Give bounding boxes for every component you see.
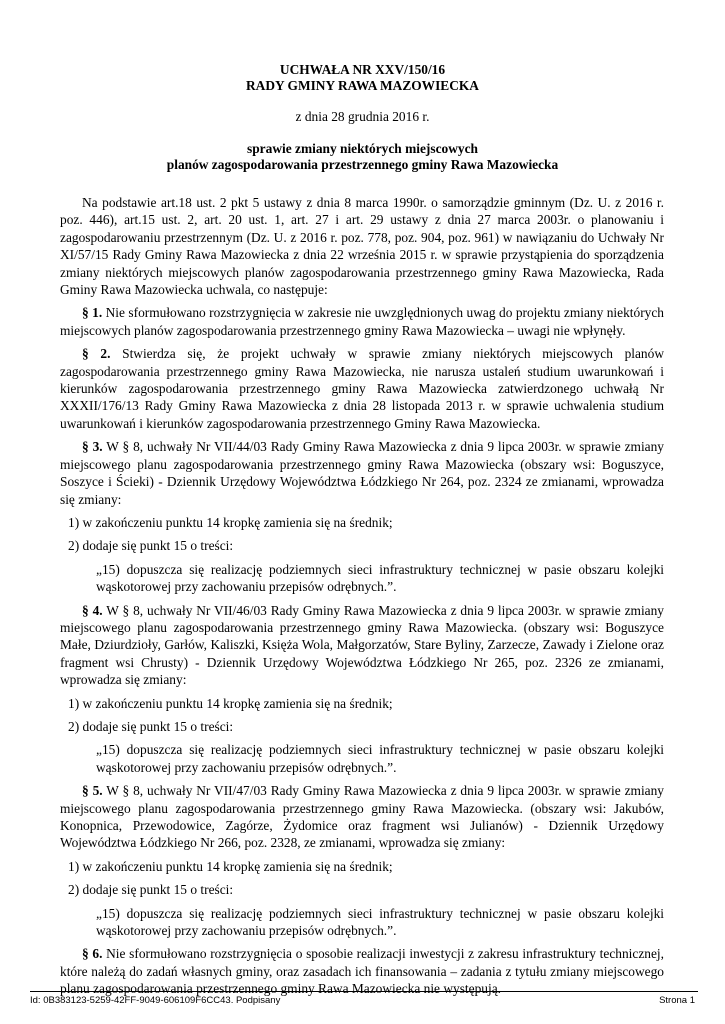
- section-3-text: W § 8, uchwały Nr VII/44/03 Rady Gminy Rawa Mazowiecka z dnia 9 lipca 2003r. w sprawie zmiany miejscowego planu zagospodarowania przestrzennego gminy Rawa Mazowiecka (obszary wsi: Boguszyce, Soszyce i Ścieki) - Dziennik Urzędowy Województwa Łódzkiego Nr 264, poz. 2324 ze zmianami, wprowadza się zmiany:: [60, 439, 665, 507]
- document-id: Id: 0B383123-5259-42FF-9049-606109F6CC43. Podpisany: [30, 995, 281, 1006]
- section-5-text: W § 8, uchwały Nr VII/47/03 Rady Gminy Rawa Mazowiecka z dnia 9 lipca 2003r. w sprawie zmiany miejscowego planu zagospodarowania przestrzennego gminy Rawa Mazowiecka. (obszary wsi: Jakubów, Konopnica, Przewodowice, Zagórze, Żydomice oraz fragment wsi Julianów) - Dziennik Urzędowy Województwa Łódzkiego Nr 266, poz. 2328, ze zmianami, wprowadza się zmiany:: [60, 783, 665, 851]
- resolution-date: z dnia 28 grudnia 2016 r.: [295, 109, 430, 124]
- section-1-text: Nie sformułowano rozstrzygnięcia w zakresie nie uwzględnionych uwag do projektu zmiany niektórych miejscowych planów zagospodarowania przestrzennego gminy Rawa Mazowiecka – uwagi nie wpłynęły.: [60, 305, 664, 338]
- section-3-label: § 3.: [82, 439, 103, 455]
- resolution-title: [0, 62, 725, 94]
- section-2-label: § 2.: [82, 346, 111, 362]
- section-5-quote: „15) dopuszcza się realizację podziemnych sieci infrastruktury technicznej w pasie obszaru kolejki wąskotorowej przy zachowaniu przepisów odrębnych.”.: [96, 905, 664, 939]
- preamble: Na podstawie art.18 ust. 2 pkt 5 ustawy z dnia 8 marca 1990r. o samorządzie gminnym (Dz. U. z 2016 r. poz. 446), art.15 ust. 2, art. 20 ust. 1, art. 27 i art. 29 ustawy z dnia 27 marca 2003r. o planowaniu i zagospodarowaniu przestrzennym (Dz. U. z 2016 r. poz. 778, poz. 904, poz. 961) w nawiązaniu do Uchwały Nr XI/57/15 Rady Gminy Rawa Mazowiecka z dnia 22 września 2015 r. w sprawie przystąpienia do sporządzenia zmiany niektórych miejscowych planów zagospodarowania przestrzennego gminy Rawa Mazowiecka, Rada Gminy Rawa Mazowiecka uchwala, co następuje:: [60, 195, 664, 298]
- section-5: [60, 782, 664, 852]
- section-6: [60, 945, 664, 997]
- section-6-text: Nie sformułowano rozstrzygnięcia o sposobie realizacji inwestycji z zakresu infrastruktury technicznej, które należą do zadań własnych gminy, oraz zasadach ich finansowania – zadania z tytułu zmiany miejscowego planu zagospodarowania przestrzennego gminy Rawa Mazowiecka nie występują.: [60, 946, 664, 997]
- section-1-label: § 1.: [82, 305, 103, 321]
- title-line-1: UCHWAŁA NR XXV/150/16: [279, 62, 446, 77]
- section-5-change-1: 1) w zakończeniu punktu 14 kropkę zamienia się na średnik;: [68, 858, 393, 874]
- section-4-label: § 4.: [82, 602, 103, 618]
- section-3-change-2: 2) dodaje się punkt 15 o treści:: [68, 538, 234, 554]
- page-number: Strona 1: [659, 995, 695, 1006]
- section-3: [60, 438, 664, 508]
- section-4-quote: „15) dopuszcza się realizację podziemnych sieci infrastruktury technicznej w pasie obszaru kolejki wąskotorowej przy zachowaniu przepisów odrębnych.”.: [96, 742, 664, 775]
- section-4-text: W § 8, uchwały Nr VII/46/03 Rady Gminy Rawa Mazowiecka z dnia 9 lipca 2003r. w sprawie zmiany miejscowego planu zagospodarowania przestrzennego gminy Rawa Mazowiecka. (obszary wsi: Boguszyce Małe, Dziurdzioły, Garłów, Kaliszki, Księża Wola, Małgorzatów, Stare Byliny, Zarzecze, Zawady i Zielone oraz fragment wsi Chrusty) - Dziennik Urzędowy Województwa Łódzkiego Nr 265, poz. 2326 ze zmianami, wprowadza się zmiany:: [60, 602, 665, 688]
- section-5-label: § 5.: [82, 783, 103, 799]
- title-line-2: RADY GMINY RAWA MAZOWIECKA: [246, 78, 479, 93]
- section-2-text: Stwierdza się, że projekt uchwały w sprawie zmiany niektórych miejscowych planów zagospodarowania przestrzennego gminy Rawa Mazowiecka, nie narusza ustaleń studium uwarunkowań i kierunków zagospodarowania przestrzennego gminy Rawa Mazowiecka zatwierdzonego uchwałą Nr XXXII/176/13 Rady Gminy Rawa Mazowiecka z dnia 28 listopada 2013 r. w sprawie uchwalenia studium uwarunkowań i kierunków zagospodarowania przestrzennego Gminy Rawa Mazowiecka.: [60, 346, 664, 431]
- document-body: [60, 194, 664, 998]
- section-4: [60, 602, 664, 689]
- section-4-change-2: 2) dodaje się punkt 15 o treści:: [68, 718, 234, 734]
- section-3-change-1: 1) w zakończeniu punktu 14 kropkę zamienia się na średnik;: [68, 514, 393, 530]
- section-4-change-1: 1) w zakończeniu punktu 14 kropkę zamienia się na średnik;: [68, 695, 393, 711]
- subject-line-1: sprawie zmiany niektórych miejscowych: [247, 141, 478, 156]
- section-3-quote: „15) dopuszcza się realizację podziemnych sieci infrastruktury technicznej w pasie obszaru kolejki wąskotorowej przy zachowaniu przepisów odrębnych.”.: [96, 561, 664, 595]
- resolution-subject: [0, 141, 725, 173]
- section-5-change-2: 2) dodaje się punkt 15 o treści:: [68, 882, 234, 898]
- section-1: [60, 304, 664, 339]
- section-6-label: § 6.: [82, 946, 103, 962]
- footer-divider: [30, 991, 698, 992]
- section-2: [60, 345, 664, 432]
- subject-line-2: planów zagospodarowania przestrzennego gminy Rawa Mazowiecka: [166, 157, 559, 172]
